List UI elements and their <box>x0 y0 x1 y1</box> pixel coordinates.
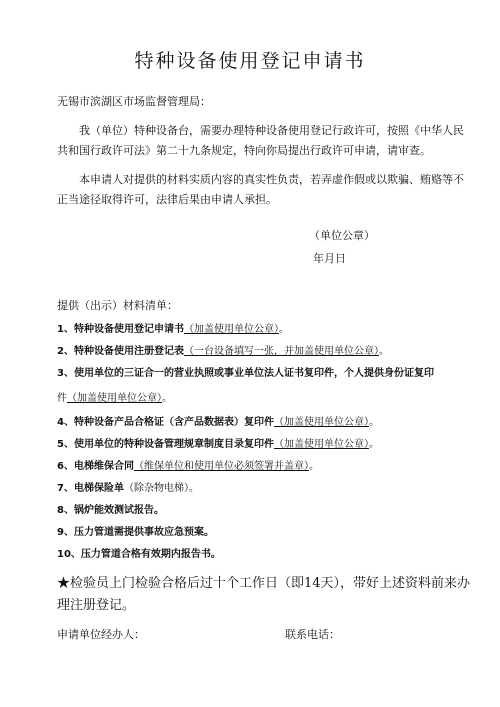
materials-list-title: 提供（出示）材料清单： <box>57 299 178 312</box>
application-paragraph: 我（单位）特种设备台，需要办理特种设备使用登记行政许可，按照《中华人民共和国行政许可法》第二十九条规定，特向你局提出行政许可申请，请审查。 <box>57 124 464 157</box>
addressee: 无锡市滨湖区市场监督管理局： <box>57 95 211 108</box>
list-item: 7、电梯保险单（除杂物电梯）。 <box>57 483 199 494</box>
list-item: 3、使用单位的三证合一的营业执照或事业单位法人证书复印件，个人提供身份证复印 <box>57 368 434 379</box>
phone-label: 联系电话： <box>285 628 340 641</box>
inspection-notice: ★检验员上门检验合格后过十个工作日（即14天），带好上述资料前来办理注册登记。 <box>57 576 471 613</box>
seal-label: （单位公章） <box>309 229 375 242</box>
list-item: 10、压力管道合格有效期内报告书。 <box>57 549 221 560</box>
responsibility-paragraph: 本申请人对提供的材料实质内容的真实性负责，若弄虚作假或以欺骗、贿赂等不正当途径取得许可，法律后果由申请人承担。 <box>57 173 464 206</box>
list-item: 9、压力管道需提供事故应急预案。 <box>57 527 214 538</box>
date-label: 年月日 <box>313 252 346 265</box>
list-item: 1、特种设备使用登记申请书（加盖使用单位公章）。 <box>57 324 289 335</box>
document-title: 特种设备使用登记申请书 <box>134 50 366 72</box>
list-item: 8、锅炉能效测试报告。 <box>57 505 164 516</box>
list-item: 2、特种设备使用注册登记表（一台设备填写一张，并加盖使用单位公章）。 <box>57 346 389 357</box>
list-item: 4、特种设备产品合格证（含产品数据表）复印件（加盖使用单位公章）。 <box>57 417 379 428</box>
list-item: 5、使用单位的特种设备管理规章制度目录复印件（加盖使用单位公章）。 <box>57 439 379 450</box>
list-item: 6、电梯维保合同（维保单位和使用单位必须签署并盖章）。 <box>57 461 319 472</box>
handler-label: 申请单位经办人： <box>57 628 145 641</box>
list-item-continuation: 件（加盖使用单位公章）。 <box>57 393 172 404</box>
